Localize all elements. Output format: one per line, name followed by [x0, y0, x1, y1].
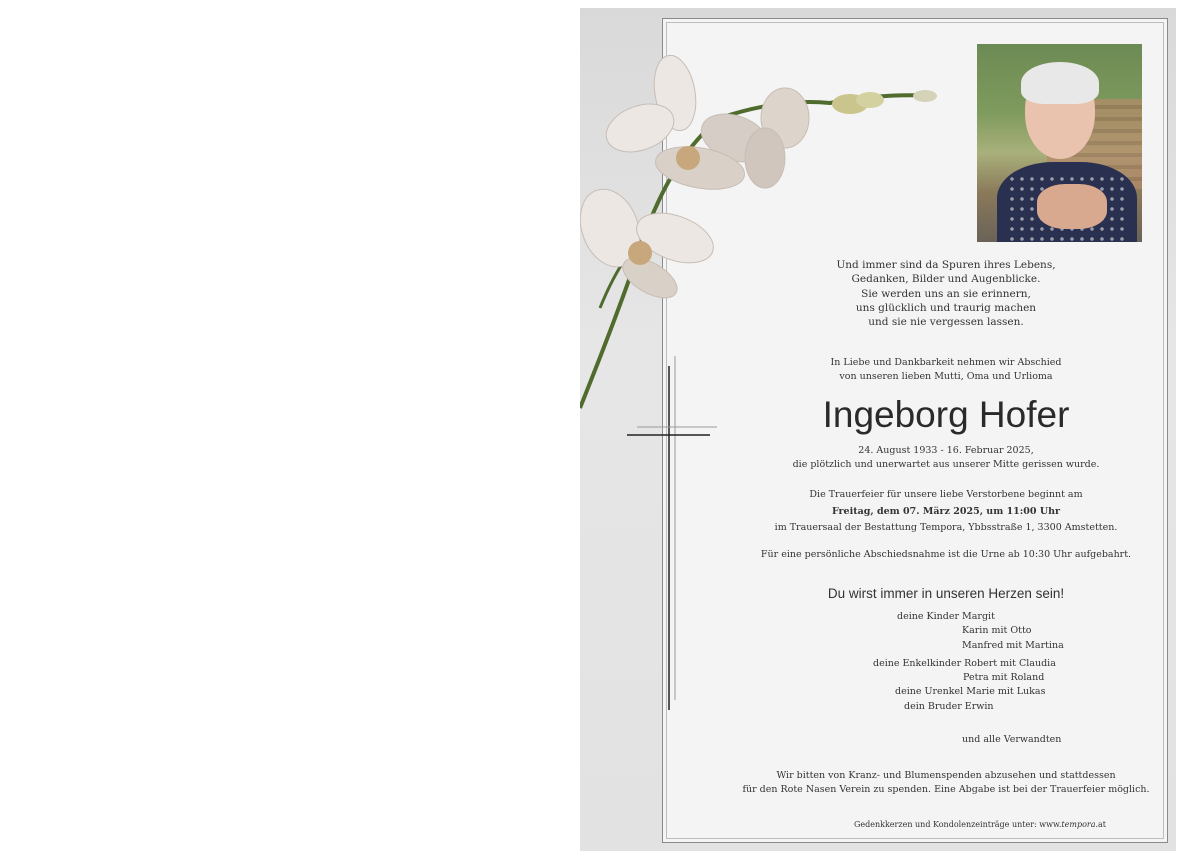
farewell-line: In Liebe und Dankbarkeit nehmen wir Abschied	[830, 357, 1062, 368]
poem-line: Sie werden uns an sie erinnern,	[861, 287, 1031, 300]
circumstance-line: die plötzlich und unerwartet aus unserer Mitte gerissen wurde.	[792, 459, 1100, 470]
request-line: Wir bitten von Kranz- und Blumenspenden abzusehen und stattdessen	[776, 770, 1116, 781]
footer-tld: .at	[1095, 820, 1107, 829]
cross-symbol	[580, 8, 780, 728]
family-enkel: deine Enkelkinder Robert mit Claudia	[873, 658, 1056, 669]
footer-text: Gedenkkerzen und Kondolenzeinträge unter: www.	[853, 820, 1062, 829]
donation-request	[742, 769, 1149, 797]
request-line: für den Rote Nasen Verein zu spenden. Eine Abgabe ist bei der Trauerfeier möglich.	[742, 784, 1150, 795]
urne-note: Für eine persönliche Abschiedsnahme ist die Urne ab 10:30 Uhr aufgebahrt.	[760, 549, 1132, 560]
photo-hands	[1037, 184, 1107, 229]
life-dates	[793, 444, 1100, 472]
poem-line: Und immer sind da Spuren ihres Lebens,	[836, 259, 1056, 271]
family-kinder: deine Kinder Margit	[897, 611, 995, 622]
deceased-name: Ingeborg Hofer	[822, 394, 1070, 435]
ceremony-intro: Die Trauerfeier für unsere liebe Verstorbene beginnt am	[809, 489, 1083, 500]
poem-line: uns glücklich und traurig machen	[855, 301, 1037, 314]
family-bruder: dein Bruder Erwin	[904, 701, 994, 712]
family-kinder: Karin mit Otto	[962, 625, 1032, 636]
poem	[836, 258, 1055, 329]
family-kinder: Manfred mit Martina	[962, 640, 1064, 651]
obituary-card	[580, 8, 1176, 851]
ceremony-location: im Trauersaal der Bestattung Tempora, Ybbsstraße 1, 3300 Amstetten.	[774, 522, 1118, 533]
farewell-intro	[831, 356, 1062, 384]
motto: Du wirst immer in unseren Herzen sein!	[827, 586, 1065, 601]
footer-brand: tempora	[1061, 820, 1096, 829]
portrait-photo	[977, 44, 1142, 242]
photo-hair	[1021, 62, 1099, 104]
dates-line: 24. August 1933 - 16. Februar 2025,	[858, 445, 1034, 456]
poem-line: und sie nie vergessen lassen.	[868, 316, 1024, 329]
family-enkel: Petra mit Roland	[963, 672, 1045, 683]
farewell-line: von unseren lieben Mutti, Oma und Urlioma	[839, 371, 1053, 382]
ceremony-datetime: Freitag, dem 07. März 2025, um 11:00 Uhr	[831, 505, 1061, 517]
poem-line: Gedanken, Bilder und Augenblicke.	[851, 273, 1041, 286]
footer-note	[854, 820, 1106, 829]
family-verwandte: und alle Verwandten	[962, 734, 1062, 745]
family-urenkel: deine Urenkel Marie mit Lukas	[895, 686, 1046, 697]
ceremony-info	[775, 487, 1118, 537]
